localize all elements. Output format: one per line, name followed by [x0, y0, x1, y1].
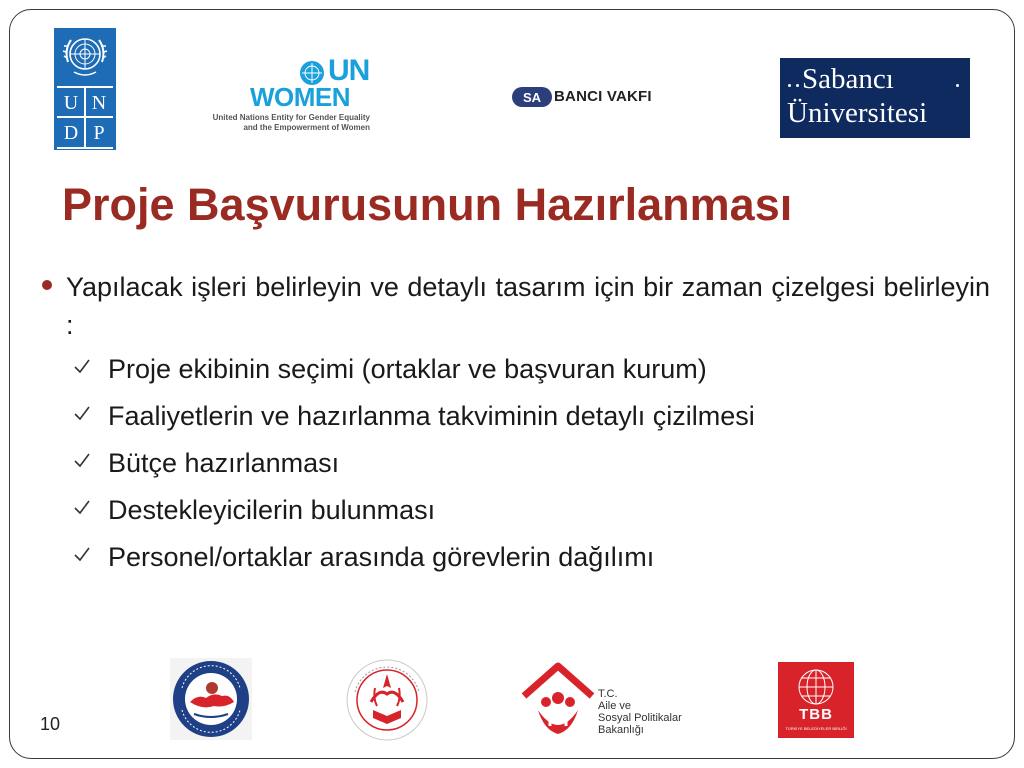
sub-item-text: Faaliyetlerin ve hazırlanma takviminin detaylı çizilmesi — [108, 401, 755, 431]
list-item — [72, 491, 972, 538]
sub-item-text: Bütçe hazırlanması — [108, 448, 340, 478]
icisleri-bakanligi-seal-icon — [170, 658, 252, 740]
sabanci-universitesi-line-2: Üniversitesi — [787, 97, 928, 129]
list-item — [72, 538, 972, 585]
un-women-tagline: United Nations Entity for Gender Equality and the Empowerment of Women — [212, 113, 370, 132]
sub-item-text: Personel/ortaklar arasında görevlerin dağılımı — [108, 542, 655, 572]
sub-item-text: Destekleyicilerin bulunması — [108, 495, 436, 525]
undp-letter-u: U — [63, 92, 79, 114]
aile-line-4: Bakanlığı — [598, 724, 644, 736]
un-women-un: UN — [328, 54, 370, 87]
sabanci-universitesi-logo — [780, 58, 970, 138]
un-women-logo — [202, 56, 378, 140]
checkmark-icon — [72, 356, 92, 376]
tbb-logo — [778, 662, 854, 738]
checkmark-icon — [72, 403, 92, 423]
aile-line-2: Aile ve — [598, 700, 632, 712]
page-number: 10 — [40, 714, 61, 734]
undp-logo — [54, 28, 116, 150]
checkmark-icon — [72, 544, 92, 564]
undp-letter-d: D — [63, 122, 79, 144]
tbb-word: TBB — [799, 706, 833, 723]
tbb-sphere-icon — [796, 668, 836, 706]
sub-item-text: Proje ekibinin seçimi (ortaklar ve başvuran kurum) — [108, 354, 707, 384]
aile-line-1: T.C. — [598, 688, 618, 700]
slide-title: Proje Başvurusunun Hazırlanması — [62, 179, 793, 230]
un-emblem-icon — [62, 32, 108, 82]
sabanci-universitesi-line-1: Sabancı — [802, 63, 894, 95]
milli-egitim-bakanligi-seal-icon — [345, 658, 429, 742]
sub-item-list — [72, 350, 972, 585]
main-bullet-text: Yapılacak işleri belirleyin ve detaylı tasarım için bir zaman çizelgesi belirleyin : — [66, 272, 990, 340]
undp-letter-p: P — [93, 122, 105, 144]
un-women-women: WOMEN — [250, 82, 351, 112]
aile-house-icon — [520, 662, 596, 740]
undp-letter-n: N — [91, 92, 107, 114]
tbb-subtitle: TÜRKİYE BELEDİYELER BİRLİĞİ — [785, 726, 847, 731]
sabanci-vakfi-name: BANCI VAKFI — [554, 88, 652, 105]
checkmark-icon — [72, 497, 92, 517]
checkmark-icon — [72, 450, 92, 470]
sabanci-vakfi-badge-text: SA — [522, 90, 542, 105]
sabanci-vakfi-logo — [510, 84, 706, 110]
list-item — [72, 397, 972, 444]
aile-line-3: Sosyal Politikalar — [598, 712, 682, 724]
aile-bakanligi-logo — [520, 662, 692, 740]
main-bullet — [40, 268, 990, 344]
bullet-dot-icon — [42, 280, 52, 290]
list-item — [72, 350, 972, 397]
sabanci-vakfi-badge-icon — [512, 86, 560, 108]
list-item — [72, 444, 972, 491]
